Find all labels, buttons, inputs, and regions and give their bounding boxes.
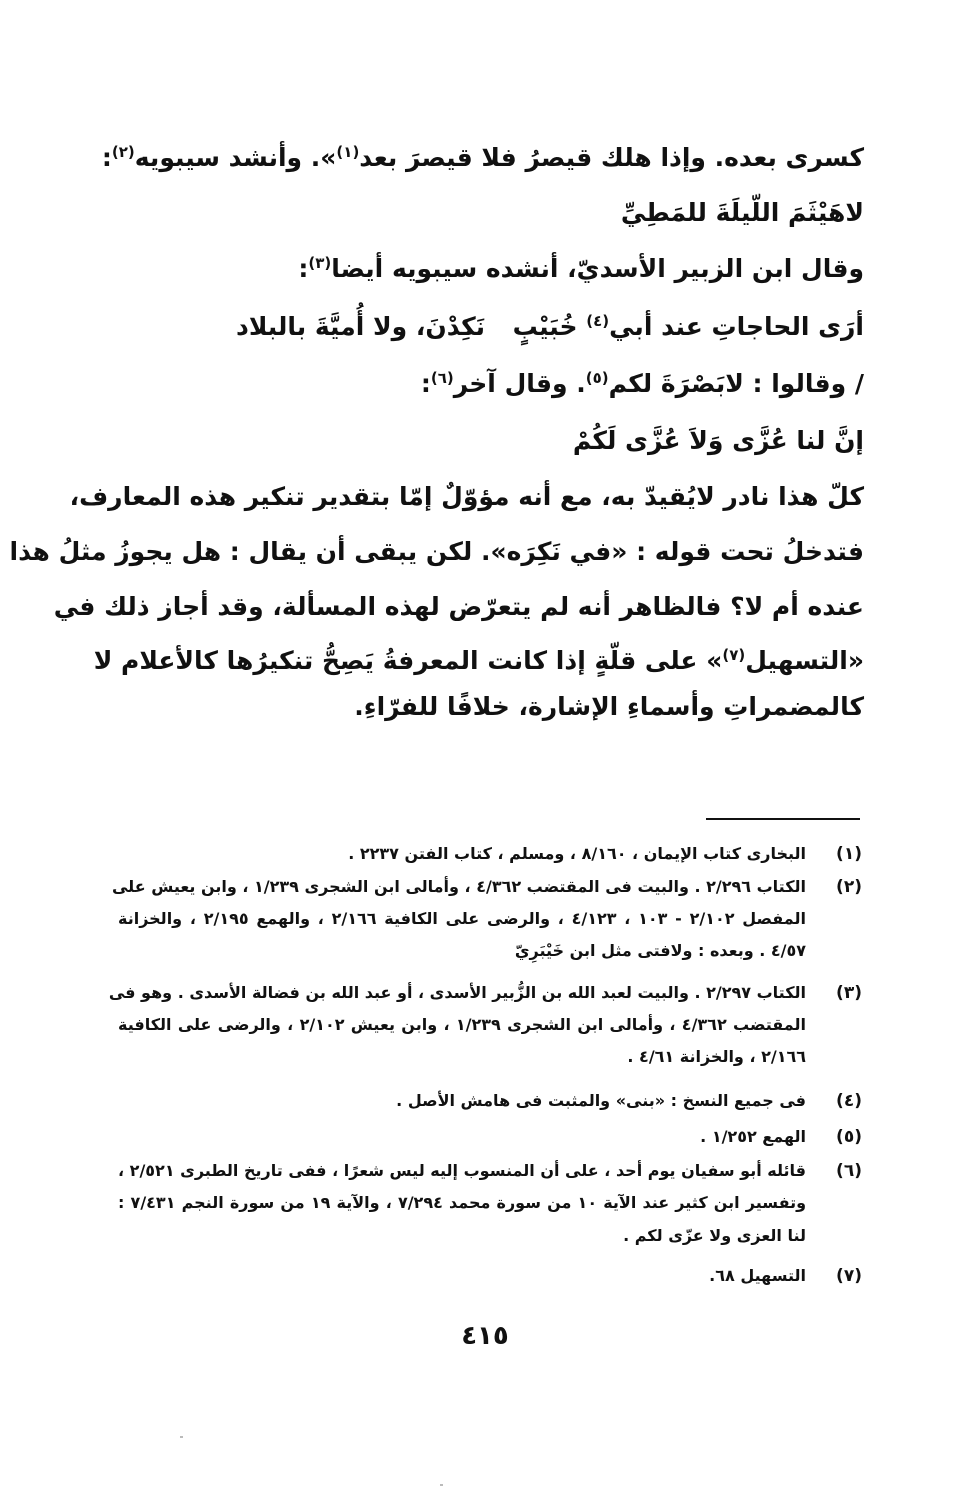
- main-line-3: وقال ابن الزبير الأسديّ، أنشده سيبويه أيضا$^{(٣)}$:: [298, 254, 864, 283]
- footnote-3-line-1: الكتاب ٢/٢٩٧ . والبيت لعبد الله بن الزُّبير الأسدى ، أو عبد الله بن فضالة الأسدى . وهو فى: [108, 983, 806, 1002]
- footnote-2-line-2: المفصل ٢/١٠٢ - ١٠٣ ، ٤/١٢٣ ، والرضى على الكافية ٢/١٦٦ ، والهمع ٢/١٩٥ ، والخزانة: [118, 909, 807, 928]
- paragraph-line-3: عنده أم لا؟ فالظاهر أنه لم يتعرّض لهذه المسألة، وقد أجاز ذلك في: [53, 592, 864, 621]
- footnote-number: (١): [836, 844, 862, 864]
- footnote-number: (٢): [836, 877, 862, 897]
- main-line-1: كسرى بعده. وإذا هلك قيصرُ فلا قيصرَ بعد$^{(١)}$». وأنشد سيبويه$^{(٢)}$:: [101, 143, 864, 172]
- verse-1: لاهَيْثَمَ اللّيلَةَ للمَطِيِّ: [620, 198, 864, 227]
- paragraph-line-4: «التسهيل$^{(٧)}$» على قلّةٍ إذا كانت المعرفةُ يَصِحُّ تنكيرُها كالأعلام لا: [93, 646, 864, 675]
- footnote-separator: [706, 818, 860, 820]
- verse-2-second-hemistich: نَكِدْنَ، ولا أُميَّةَ بالبلاد: [236, 312, 486, 341]
- scan-speck: [180, 1436, 183, 1438]
- footnote-4-line-1: فى جميع النسخ : «بنى» والمثبت فى هامش الأصل .: [396, 1091, 806, 1110]
- footnote-ref: (٢): [111, 143, 135, 161]
- footnote-6-line-3: لنا العزى ولا عزّى لكم .: [623, 1226, 806, 1245]
- page-number: ٤١٥: [461, 1321, 509, 1351]
- footnote-3-line-3: ٢/١٦٦ ، والخزانة ٤/٦١ .: [627, 1047, 806, 1066]
- footnote-3-line-2: المقتضب ٤/٣٦٢ ، وأمالى ابن الشجرى ١/٢٣٩ ، وابن يعيش ٢/١٠٢ ، والرضى على الكافية: [118, 1015, 806, 1034]
- footnote-ref: (٦): [430, 369, 454, 387]
- footnote-1-line-1: البخارى كتاب الإيمان ، ٨/١٦٠ ، ومسلم ، كتاب الفتن ٢٢٣٧ .: [348, 844, 806, 863]
- footnote-number: (٣): [836, 983, 862, 1003]
- verse-2-first-hemistich: أرَى الحاجاتِ عند أبي$^{(٤)}$ خُبَيْبٍ: [512, 312, 864, 341]
- paragraph-line-1: كلّ هذا نادر لايُقيدّ به، مع أنه مؤوّلٌ إمّا بتقدير تنكير هذه المعارف،: [69, 482, 864, 511]
- footnote-ref: (٧): [722, 646, 746, 664]
- footnote-number: (٥): [836, 1127, 862, 1147]
- footnote-number: (٤): [836, 1091, 862, 1111]
- paragraph-line-5: كالمضمراتِ وأسماءِ الإشارة، خلافًا للفرّاءِ.: [354, 692, 864, 721]
- footnote-number: (٦): [836, 1161, 862, 1181]
- footnote-6-line-2: وتفسير ابن كثير عند الآية ١٠ من سورة محمد ٧/٢٩٤ ، والآية ١٩ من سورة النجم ٧/٤٣١ :: [118, 1193, 807, 1212]
- footnote-ref: (١): [336, 143, 360, 161]
- footnote-2-line-1: الكتاب ٢/٢٩٦ . والبيت فى المقتضب ٤/٣٦٢ ، وأمالى ابن الشجرى ١/٢٣٩ ، وابن يعيش على: [111, 877, 806, 896]
- main-line-5: / وقالوا : لابَصْرَةَ لكم$^{(٥)}$. وقال آخر$^{(٦)}$:: [420, 369, 864, 398]
- footnote-number: (٧): [836, 1266, 862, 1286]
- footnote-ref: (٥): [585, 369, 609, 387]
- footnote-2-line-3: ٤/٥٧ . وبعده : ولافتى مثل ابن خَيْبَرِيّ: [514, 941, 806, 960]
- paragraph-line-2: فتدخلُ تحت قوله : «في نَكِرَه». لكن يبقى أن يقال : هل يجوزُ مثلُ هذا: [9, 537, 864, 566]
- footnote-7-line-1: التسهيل ٦٨.: [709, 1266, 806, 1285]
- footnote-ref: (٣): [308, 254, 332, 272]
- footnote-6-line-1: قائله أبو سفيان يوم أحد ، على أن المنسوب إليه ليس شعرًا ، ففى تاريخ الطبرى ٢/٥٢١ ،: [118, 1161, 807, 1180]
- verse-3: إنَّ لنا عُزَّى وَلاَ عُزَّى لَكُمْ: [572, 426, 864, 455]
- footnote-ref: (٤): [586, 312, 610, 330]
- scan-speck: [440, 1484, 443, 1486]
- footnote-5-line-1: الهمع ١/٢٥٢ .: [700, 1127, 806, 1146]
